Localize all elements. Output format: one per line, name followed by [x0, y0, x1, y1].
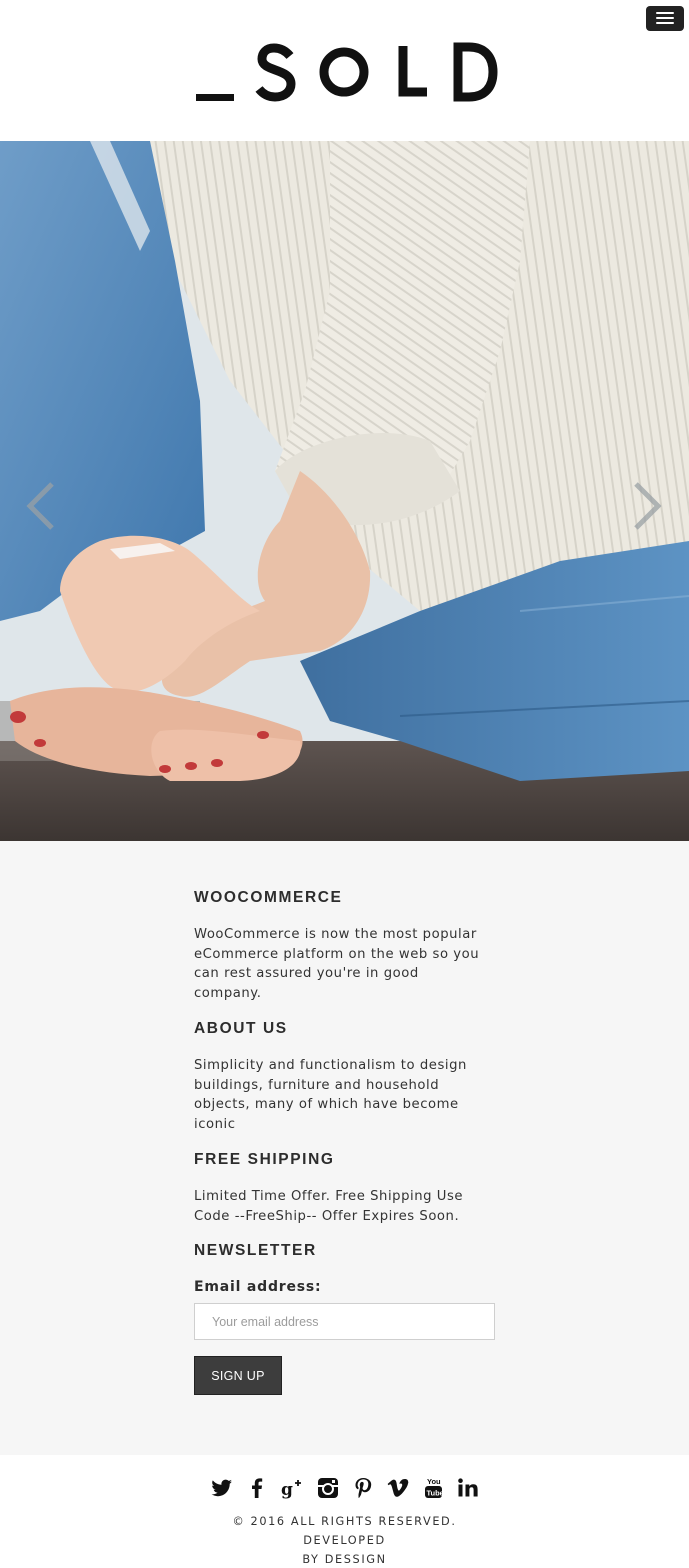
- text-line: Simplicity and functionalism to design: [194, 1058, 467, 1073]
- social-links: [209, 1475, 481, 1501]
- chevron-left-icon: [20, 476, 64, 536]
- facebook-icon: [244, 1475, 270, 1501]
- vimeo-link[interactable]: [385, 1475, 411, 1501]
- svg-text:g: g: [281, 1480, 293, 1500]
- svg-text:Tube: Tube: [426, 1488, 444, 1498]
- copyright-line: BY DESSIGN: [302, 1553, 387, 1566]
- site-header: [0, 0, 689, 141]
- hamburger-menu-icon-bar: [656, 22, 674, 24]
- slider-prev-button[interactable]: [20, 476, 64, 536]
- slider-next-button[interactable]: [624, 476, 668, 536]
- widget-text: [194, 1187, 499, 1226]
- newsletter-email-input[interactable]: [194, 1303, 495, 1340]
- text-line: company.: [194, 986, 262, 1002]
- copyright-line: © 2016 ALL RIGHTS RESERVED. DEVELOPED: [232, 1515, 457, 1547]
- vimeo-icon: [385, 1475, 411, 1501]
- site-logo[interactable]: [193, 40, 503, 110]
- text-line: buildings, furniture and household: [194, 1077, 440, 1093]
- twitter-icon: [209, 1475, 235, 1501]
- text-line: can rest assured you're in good: [194, 966, 419, 982]
- email-label: Email address:: [194, 1279, 322, 1295]
- svg-text:You: You: [427, 1477, 441, 1486]
- youtube-link[interactable]: [420, 1475, 446, 1501]
- widget-heading: FREE SHIPPING: [194, 1151, 335, 1168]
- chevron-right-icon: [624, 476, 668, 536]
- facebook-link[interactable]: [244, 1475, 270, 1501]
- twitter-link[interactable]: [209, 1475, 235, 1501]
- footer-widgets: [0, 841, 689, 1455]
- text-line: iconic: [194, 1117, 236, 1133]
- widget-heading: ABOUT US: [194, 1020, 288, 1037]
- pinterest-link[interactable]: [350, 1475, 376, 1501]
- text-line: eCommerce platform on the web so you: [194, 946, 480, 962]
- google-plus-icon: [280, 1475, 306, 1501]
- hamburger-menu-icon-bar: [656, 17, 674, 19]
- widget-heading: WOOCOMMERCE: [194, 889, 343, 906]
- hamburger-menu-button[interactable]: [646, 6, 684, 31]
- google-plus-link[interactable]: [280, 1475, 306, 1501]
- pinterest-icon: [350, 1475, 376, 1501]
- hamburger-menu-icon: [656, 12, 674, 14]
- hero-image: [0, 141, 689, 841]
- linkedin-icon: [455, 1475, 481, 1501]
- widget-heading: NEWSLETTER: [194, 1242, 317, 1259]
- instagram-link[interactable]: [315, 1475, 341, 1501]
- text-line: objects, many of which have become: [194, 1097, 459, 1113]
- widget-text: [194, 1056, 499, 1135]
- youtube-icon: [420, 1475, 446, 1501]
- site-footer: [0, 1455, 689, 1568]
- instagram-icon: [315, 1475, 341, 1501]
- text-line: Code --FreeShip-- Offer Expires Soon.: [194, 1208, 460, 1224]
- widget-text: [194, 925, 499, 1004]
- text-line: Limited Time Offer. Free Shipping Use: [194, 1189, 464, 1204]
- copyright-text: [189, 1512, 500, 1568]
- text-line: WooCommerce is now the most popular: [194, 927, 477, 942]
- sign-up-button[interactable]: SIGN UP: [194, 1356, 282, 1395]
- linkedin-link[interactable]: [455, 1475, 481, 1501]
- hero-slider: [0, 141, 689, 841]
